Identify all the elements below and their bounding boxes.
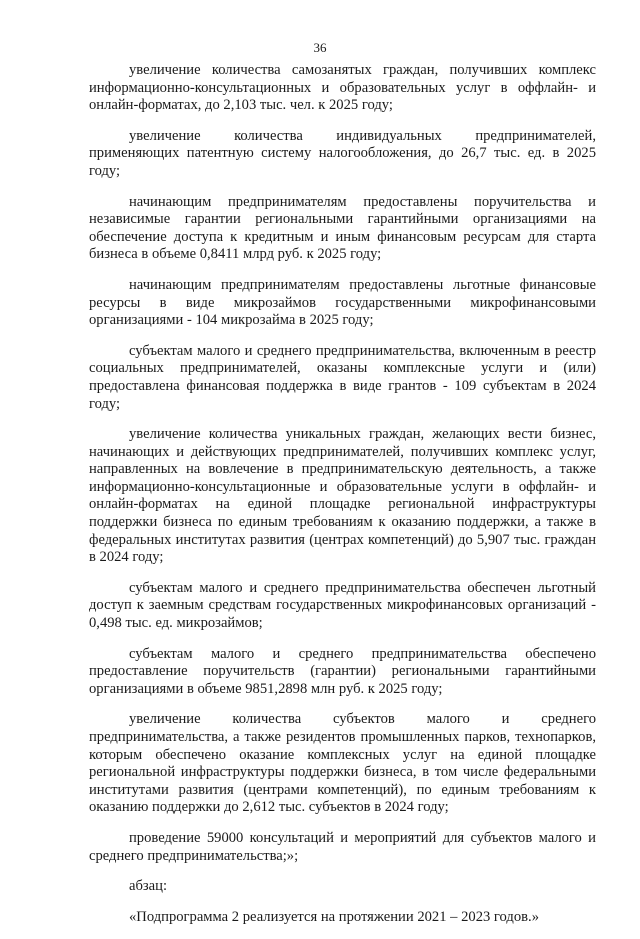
paragraph-self-employed: увеличение количества самозанятых граждан, получивших комплекс информационно-консультационных и образовательных услуг в оффлайн- и онлайн-форматах, до 2,103 тыс. чел. к 2025 году; [89,62,596,114]
paragraph-microloans-startups: начинающим предпринимателям предоставлены льготные финансовые ресурсы в виде микрозаймов государственными микрофинансовыми организациями - 104 микрозайма в 2025 году; [89,276,596,329]
paragraph-social-entrepreneurs: субъектам малого и среднего предпринимательства, включенным в реестр социальных предпринимателей, оказаны комплексные услуги и (или) предоставлена финансовая поддержка в виде грантов - 109 субъектам в 2024 году; [89,342,596,412]
document-body [89,62,596,939]
paragraph-unique-citizens: увеличение количества уникальных граждан, желающих вести бизнес, начинающих и действующих предпринимателей, получивших комплекс услуг, направленных на вовлечение в предпринимательскую деятельность, а также информационно-консультационные и образовательные услуги в оффлайн- и онлайн-форматах на единой площадке региональной инфраструктуры поддержки бизнеса по единым требованиям к оказанию поддержки, а также в федеральных институтах развития (центрах компетенций) до 5,907 тыс. граждан в 2024 году; [89,426,596,566]
paragraph-guarantees-sme: субъектам малого и среднего предпринимательства обеспечено предоставление поручительств (гарантии) региональными гарантийными организациями в объеме 9851,2898 млн руб. к 2025 году; [89,645,596,697]
paragraph-abzac: абзац: [129,878,168,895]
paragraph-patent-system: увеличение количества индивидуальных предпринимателей, применяющих патентную систему налогообложения, до 26,7 тыс. ед. в 2025 году; [89,127,596,179]
paragraph-sme-residents: увеличение количества субъектов малого и среднего предпринимательства, а также резидентов промышленных парков, технопарков, которым обеспечено оказание комплексных услуг на единой площадке региональной инфраструктуры поддержки бизнеса, в том числе федеральными институтами развития (центрами компетенций), по единым требованиям к оказанию поддержки до 2,612 тыс. субъектов в 2024 году; [89,711,596,816]
paragraph-microloans-sme: субъектам малого и среднего предпринимательства обеспечен льготный доступ к заемным средствам государственных микрофинансовых организаций - 0,498 тыс. ед. микрозаймов; [89,579,596,632]
paragraph-subprogram-2: «Подпрограмма 2 реализуется на протяжении 2021 – 2023 годов.» [129,908,539,925]
page-number: 36 [313,40,327,55]
paragraph-consultations: проведение 59000 консультаций и мероприятий для субъектов малого и среднего предпринимательства;»; [89,829,596,864]
paragraph-guarantees-startups: начинающим предпринимателям предоставлены поручительства и независимые гарантии региональными гарантийными организациями на обеспечение доступа к кредитным и иным финансовым ресурсам для старта бизнеса в объеме 0,8411 млрд руб. к 2025 году; [89,193,596,263]
